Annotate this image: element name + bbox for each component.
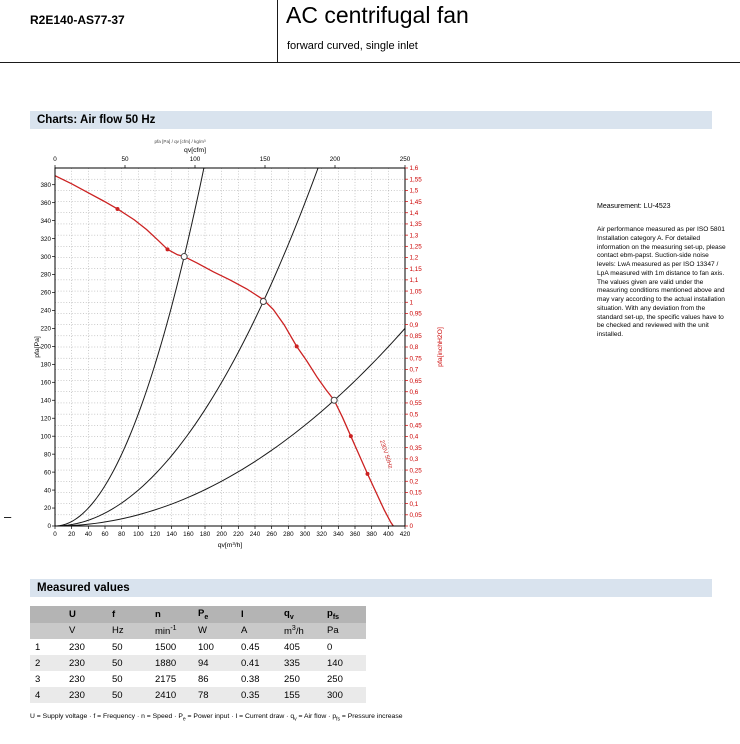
svg-text:1,15: 1,15	[409, 265, 422, 273]
legend-item: f = Frequency	[93, 713, 136, 720]
svg-text:400: 400	[383, 531, 394, 538]
legend-item: $P_e$ = Power input	[178, 713, 230, 723]
svg-text:60: 60	[43, 469, 51, 477]
y-axis-label: pfa[Pa]	[34, 336, 41, 358]
value-cell: 1880	[155, 657, 177, 669]
value-cell: 2175	[155, 673, 177, 685]
svg-text:1,35: 1,35	[409, 221, 422, 229]
svg-text:180: 180	[40, 361, 51, 369]
section-header-measured-values: Measured values	[30, 579, 712, 597]
value-cell: 100	[198, 641, 214, 653]
svg-text:0: 0	[47, 523, 51, 531]
right-axis-labels	[405, 165, 422, 530]
measurement-reference: Measurement: LU-4523	[597, 203, 671, 210]
svg-text:240: 240	[249, 531, 261, 538]
measurement-notes-block	[597, 203, 728, 340]
value-cell: 0	[327, 641, 333, 653]
svg-text:0,6: 0,6	[409, 388, 419, 396]
svg-text:40: 40	[84, 531, 92, 538]
section-header-charts: Charts: Air flow 50 Hz	[30, 111, 712, 129]
value-cell: 3	[35, 673, 41, 685]
column-header: U	[69, 608, 76, 620]
svg-text:0,85: 0,85	[409, 333, 422, 341]
svg-text:0,75: 0,75	[409, 355, 422, 363]
svg-text:0: 0	[53, 156, 57, 163]
svg-text:1,55: 1,55	[409, 176, 422, 184]
svg-text:160: 160	[40, 379, 51, 387]
svg-text:1,2: 1,2	[409, 254, 419, 262]
legend-item: $q_v$ = Air flow	[290, 713, 327, 723]
svg-text:0,8: 0,8	[409, 344, 419, 352]
page-title: AC centrifugal fan	[286, 2, 469, 28]
column-header: I	[241, 608, 244, 620]
svg-text:280: 280	[283, 531, 294, 538]
measurement-paragraph: Air performance measured as per ISO 5801 Installation category A. For detailed information on the measuring set-up, please contact ebm-papst. Suction-side noise levels: LwA measured as per ISO 13347 / LpA measured with 1m distance to fan axis. The values given are valid under the measuring conditions mentioned above and may vary according to the actual installation situation. With any deviation from the standard set-up, the specific values have to be checked and reviewed with the unit installed.	[597, 226, 726, 339]
x-top-axis-label: qv[cfm]	[184, 147, 206, 154]
table-row	[30, 687, 366, 703]
svg-text:340: 340	[40, 217, 51, 225]
svg-text:160: 160	[183, 531, 194, 538]
value-cell: 50	[112, 657, 123, 669]
svg-text:260: 260	[40, 289, 51, 297]
svg-text:260: 260	[266, 531, 277, 538]
value-cell: 94	[198, 657, 209, 669]
svg-text:320: 320	[316, 531, 327, 538]
chart-note: pfa [Pa] / qv [cfm] / kg/m³	[154, 139, 206, 144]
svg-text:1: 1	[409, 299, 414, 307]
table-row	[30, 671, 366, 687]
column-header	[30, 606, 64, 623]
value-cell: 78	[198, 689, 209, 701]
unit-cell: A	[241, 625, 248, 637]
svg-text:250: 250	[399, 156, 411, 163]
svg-text:200: 200	[216, 531, 227, 538]
svg-text:120: 120	[40, 415, 51, 423]
unit-cell: Pa	[327, 625, 339, 637]
legend-item: $p_{fs}$ = Pressure increase	[332, 713, 403, 723]
value-cell: 4	[35, 689, 41, 701]
value-cell: 1500	[155, 641, 177, 653]
svg-text:220: 220	[233, 531, 244, 538]
table-header-row	[30, 606, 366, 623]
svg-text:380: 380	[40, 181, 51, 189]
header-divider	[277, 0, 278, 62]
curve-markers	[116, 207, 370, 476]
value-cell: 230	[69, 657, 85, 669]
value-cell: 50	[112, 673, 123, 685]
unit-cell	[30, 623, 64, 639]
svg-text:1,25: 1,25	[409, 243, 422, 251]
unit-cell: V	[69, 625, 76, 637]
value-cell: 250	[327, 673, 343, 685]
legend-item: U = Supply voltage	[30, 713, 88, 720]
svg-text:0: 0	[53, 531, 57, 538]
value-cell: 86	[198, 673, 209, 685]
svg-text:40: 40	[43, 487, 51, 495]
page-margin-mark: –	[4, 509, 12, 524]
svg-text:100: 100	[189, 156, 201, 163]
table-units-row	[30, 623, 366, 639]
svg-text:340: 340	[333, 531, 344, 538]
value-cell: 0.45	[241, 641, 260, 653]
svg-text:1,45: 1,45	[409, 198, 422, 206]
svg-text:300: 300	[299, 531, 311, 538]
value-cell: 335	[284, 657, 300, 669]
table-row	[30, 639, 366, 655]
svg-text:20: 20	[43, 505, 51, 513]
svg-text:100: 100	[133, 531, 144, 538]
value-cell: 0.38	[241, 673, 260, 685]
svg-text:0,4: 0,4	[409, 433, 419, 441]
svg-text:180: 180	[199, 531, 211, 538]
svg-text:100: 100	[40, 433, 51, 441]
svg-text:0,95: 0,95	[409, 310, 422, 318]
unit-cell: W	[198, 625, 207, 637]
svg-text:0,65: 0,65	[409, 377, 422, 385]
unit-cell: $m^3/h$	[284, 624, 304, 638]
svg-text:0,1: 0,1	[409, 500, 419, 508]
svg-text:360: 360	[349, 531, 361, 538]
svg-text:140: 140	[166, 531, 177, 538]
svg-text:200: 200	[329, 156, 341, 163]
value-cell: 155	[284, 689, 300, 701]
value-cell: 1	[35, 641, 41, 653]
column-header: $q_v$	[284, 608, 294, 621]
value-cell: 230	[69, 673, 85, 685]
svg-text:80: 80	[43, 451, 51, 459]
svg-text:240: 240	[40, 307, 51, 315]
fan-curve-230V-50Hz	[55, 176, 393, 526]
svg-text:140: 140	[40, 397, 51, 405]
curve-annotation: 230V 50Hz	[378, 439, 393, 470]
column-header: $p_{fs}$	[327, 608, 340, 621]
svg-text:0,5: 0,5	[409, 411, 419, 419]
svg-text:1,4: 1,4	[409, 209, 419, 217]
airflow-chart-50hz	[30, 138, 460, 566]
column-header: f	[112, 608, 116, 620]
svg-text:0,35: 0,35	[409, 444, 422, 452]
svg-text:0,7: 0,7	[409, 366, 419, 374]
value-cell: 0.41	[241, 657, 260, 669]
measured-values-table	[30, 606, 366, 703]
model-number: R2E140-AS77-37	[30, 13, 125, 27]
svg-text:1,6: 1,6	[409, 165, 419, 173]
svg-text:0,55: 0,55	[409, 400, 422, 408]
chart-grid	[55, 168, 405, 526]
svg-text:280: 280	[40, 271, 51, 279]
value-cell: 250	[284, 673, 300, 685]
svg-text:0,15: 0,15	[409, 489, 422, 497]
page-subtitle: forward curved, single inlet	[287, 40, 418, 52]
svg-text:150: 150	[259, 156, 271, 163]
legend-item: I = Current draw	[235, 713, 285, 720]
unit-cell: $\min^{-1}$	[155, 624, 177, 638]
svg-text:300: 300	[40, 253, 51, 261]
header-rule	[0, 62, 740, 63]
svg-text:50: 50	[121, 156, 129, 163]
svg-text:360: 360	[40, 199, 51, 207]
svg-text:1,1: 1,1	[409, 277, 419, 285]
unit-cell: Hz	[112, 625, 124, 637]
value-cell: 50	[112, 689, 123, 701]
svg-text:20: 20	[68, 531, 76, 538]
value-cell: 300	[327, 689, 343, 701]
table-row	[30, 655, 366, 671]
value-cell: 140	[327, 657, 343, 669]
svg-text:200: 200	[40, 343, 51, 351]
svg-text:0,45: 0,45	[409, 422, 422, 430]
svg-text:0: 0	[409, 523, 414, 531]
legend-footnote: U = Supply voltage · f = Frequency · n = Speed · $P_e$ = Power input · I = Current draw · $q_v$ = Air flow · $p_{fs}$ = Pressure increase	[30, 713, 403, 723]
svg-text:380: 380	[366, 531, 377, 538]
svg-text:0,9: 0,9	[409, 321, 419, 329]
svg-text:1,5: 1,5	[409, 187, 419, 195]
column-header: $P_e$	[198, 608, 209, 621]
svg-text:80: 80	[118, 531, 126, 538]
svg-text:60: 60	[101, 531, 109, 538]
value-cell: 405	[284, 641, 300, 653]
svg-text:220: 220	[40, 325, 51, 333]
svg-text:0,05: 0,05	[409, 512, 422, 520]
x-axis-label: qv[m³/h]	[217, 542, 243, 549]
svg-text:320: 320	[40, 235, 51, 243]
value-cell: 0.35	[241, 689, 260, 701]
svg-text:420: 420	[399, 531, 411, 538]
svg-text:0,25: 0,25	[409, 467, 422, 475]
value-cell: 230	[69, 689, 85, 701]
value-cell: 2410	[155, 689, 177, 701]
svg-text:1,05: 1,05	[409, 288, 422, 296]
svg-text:1,3: 1,3	[409, 232, 419, 240]
column-header: n	[155, 608, 161, 620]
value-cell: 230	[69, 641, 85, 653]
svg-text:120: 120	[149, 531, 161, 538]
legend-item: n = Speed	[141, 713, 173, 720]
svg-text:0,3: 0,3	[409, 456, 419, 464]
svg-text:0,2: 0,2	[409, 478, 419, 486]
value-cell: 2	[35, 657, 41, 669]
value-cell: 50	[112, 641, 123, 653]
y-right-axis-label: pfa[inchH2O]	[437, 327, 444, 367]
